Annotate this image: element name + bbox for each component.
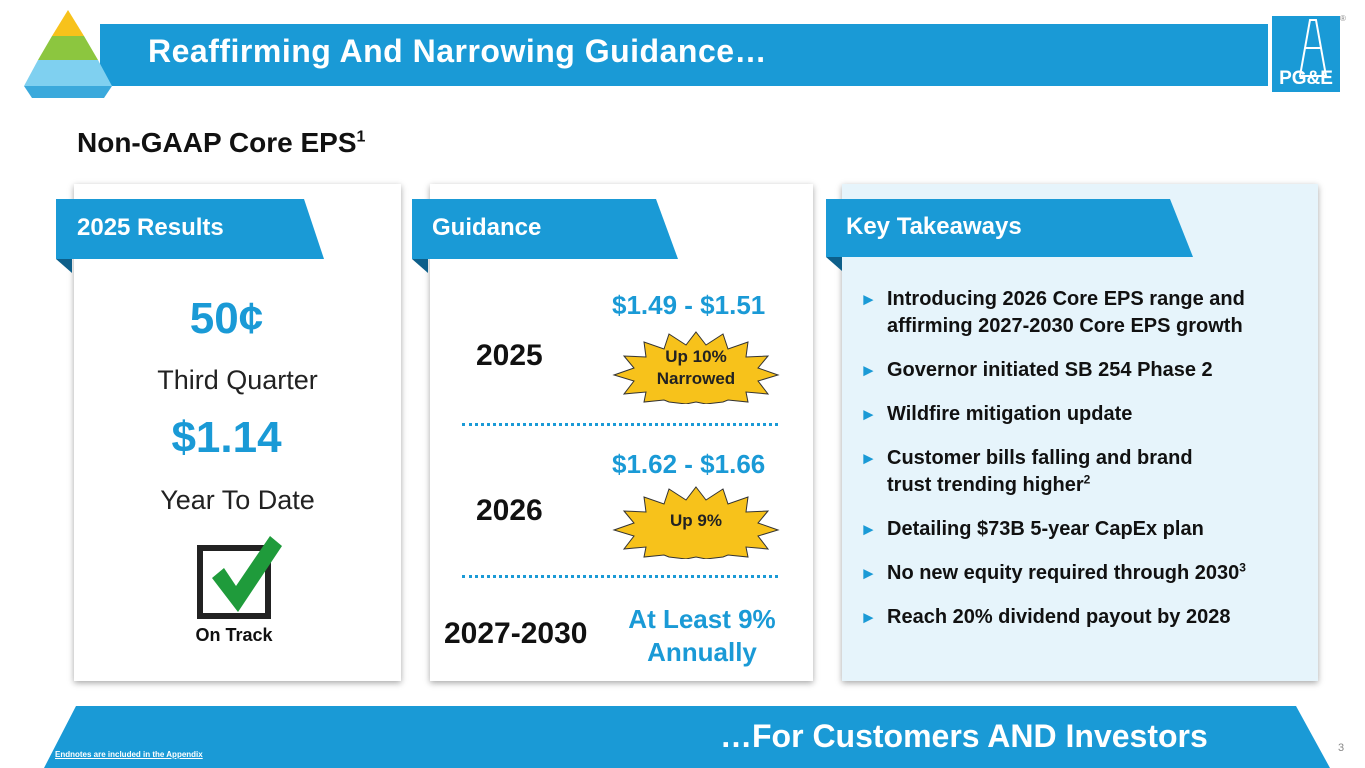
takeaway-6-footnote: 3: [1239, 560, 1246, 575]
checkmark-icon: [192, 534, 288, 624]
guidance-2026-range: $1.62 - $1.66: [612, 449, 766, 479]
badge-2025-line1: Up 10%: [665, 347, 727, 366]
registered-mark: ®: [1340, 14, 1346, 23]
play-arrow-icon: ►: [860, 520, 877, 539]
takeaway-4-line1: Customer bills falling and brand: [887, 447, 1193, 469]
takeaway-4-footnote: 2: [1083, 472, 1091, 487]
subtitle-footnote: 1: [356, 128, 366, 146]
section-subtitle: [77, 127, 365, 159]
long-term-line1: At Least 9%: [628, 604, 776, 634]
guidance-2025-range: $1.49 - $1.51: [612, 290, 766, 320]
q3-eps-label: Third Quarter: [157, 365, 318, 395]
takeaways-list: [860, 286, 1320, 648]
guidance-tab-label: Guidance: [432, 214, 542, 241]
badge-2025: [632, 346, 760, 390]
badge-2026-line1: Up 9%: [670, 511, 722, 530]
ytd-eps-label: Year To Date: [160, 485, 315, 515]
takeaway-7: Reach 20% dividend payout by 2028: [887, 606, 1231, 628]
play-arrow-icon: ►: [860, 290, 877, 309]
endnote-link[interactable]: Endnotes are included in the Appendix: [55, 750, 203, 759]
ytd-eps-value: $1.14: [171, 413, 282, 462]
on-track-label: On Track: [195, 625, 273, 645]
guidance-2026-year: 2026: [476, 494, 543, 527]
takeaway-3: Wildfire mitigation update: [887, 403, 1133, 425]
list-item: [860, 357, 1320, 384]
page-number: 3: [1338, 742, 1345, 754]
guidance-long-term: [612, 603, 792, 669]
list-item: [860, 401, 1320, 428]
play-arrow-icon: ►: [860, 608, 877, 627]
takeaway-1-line1: Introducing 2026 Core EPS range and: [887, 288, 1245, 310]
long-term-line2: Annually: [647, 637, 757, 667]
play-arrow-icon: ►: [860, 564, 877, 583]
list-item: [860, 445, 1320, 499]
q3-eps-value: 50¢: [189, 294, 264, 343]
takeaway-6: No new equity required through 2030: [887, 562, 1240, 584]
list-item: [860, 286, 1320, 340]
dotted-divider: [462, 423, 778, 426]
play-arrow-icon: ►: [860, 449, 877, 468]
footer-tagline: …For Customers AND Investors: [720, 718, 1208, 754]
pyramid-icon: [20, 8, 116, 100]
takeaways-tab-label: Key Takeaways: [846, 213, 1022, 240]
guidance-2025-year: 2025: [476, 339, 543, 372]
list-item: [860, 516, 1320, 543]
play-arrow-icon: ►: [860, 361, 877, 380]
subtitle-text: Non-GAAP Core EPS: [77, 127, 357, 158]
results-tab-label: 2025 Results: [77, 214, 224, 241]
dotted-divider: [462, 575, 778, 578]
play-arrow-icon: ►: [860, 405, 877, 424]
badge-2025-line2: Narrowed: [656, 369, 736, 388]
takeaway-5: Detailing $73B 5-year CapEx plan: [887, 518, 1204, 540]
takeaway-4-line2: trust trending higher: [887, 474, 1084, 496]
takeaway-2: Governor initiated SB 254 Phase 2: [887, 359, 1213, 381]
logo-text: PG&E: [1279, 68, 1333, 89]
company-logo: [1272, 16, 1340, 92]
guidance-2027-2030-year: 2027-2030: [444, 617, 588, 650]
takeaway-1-line2: affirming 2027-2030 Core EPS growth: [887, 315, 1243, 337]
list-item: [860, 604, 1320, 631]
list-item: [860, 560, 1320, 587]
page-title: Reaffirming And Narrowing Guidance…: [148, 33, 768, 69]
